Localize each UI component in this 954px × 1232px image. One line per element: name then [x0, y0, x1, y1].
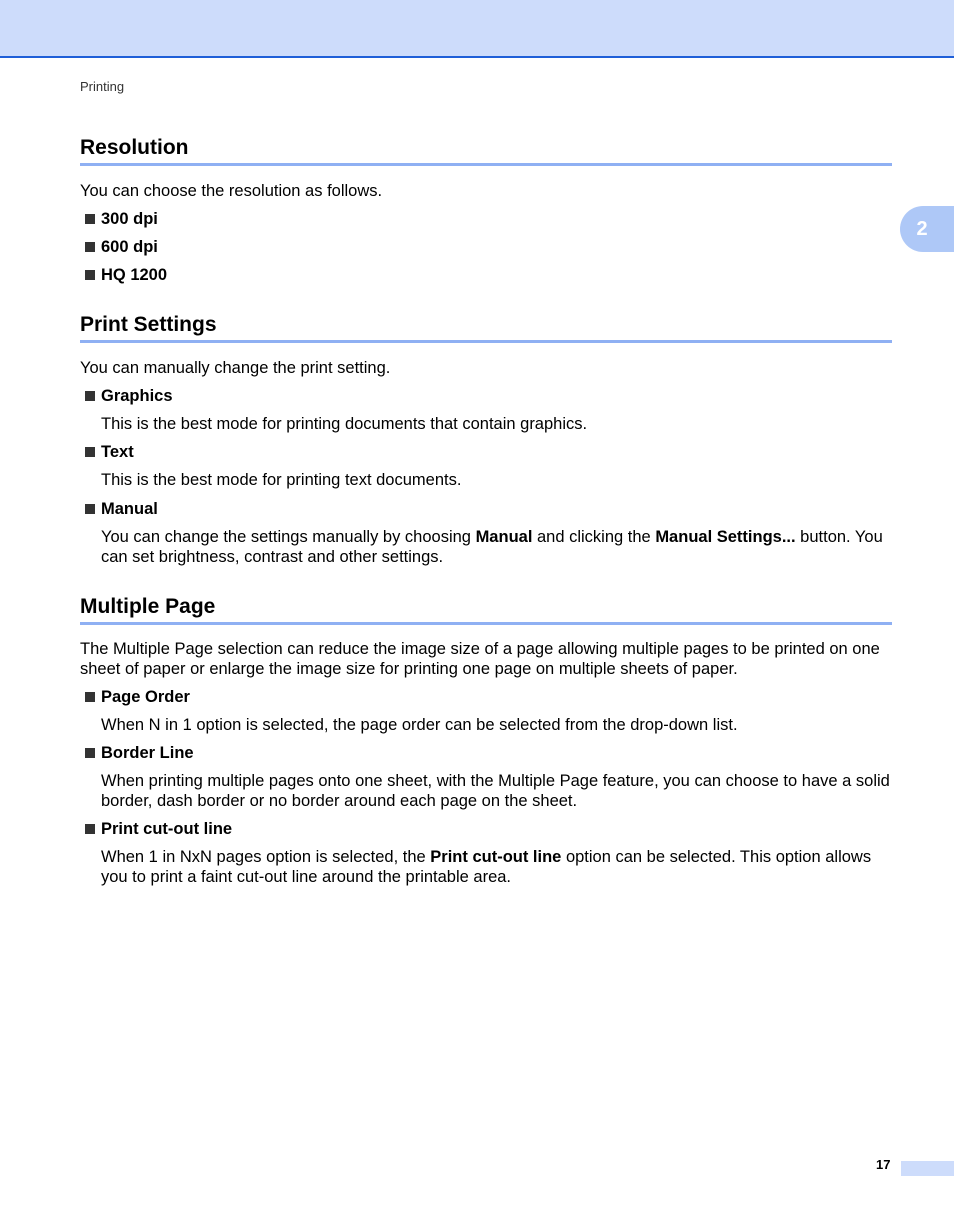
graphics-description: This is the best mode for printing documents that contain graphics. — [101, 415, 588, 433]
manual-description — [80, 527, 892, 567]
text-description: This is the best mode for printing text documents. — [101, 471, 462, 489]
list-item-label: Graphics — [101, 387, 173, 405]
list-item — [80, 687, 892, 707]
page-order-description: When N in 1 option is selected, the page order can be selected from the drop-down list. — [101, 716, 738, 734]
chapter-number: 2 — [916, 217, 928, 240]
border-line-description: When printing multiple pages onto one sheet, with the Multiple Page feature, you can choose to have a solid border, dash border or no border around each page on the sheet. — [101, 772, 890, 810]
list-item — [80, 442, 892, 462]
cutout-desc-part: When 1 in NxN pages option is selected, the — [101, 848, 431, 866]
multiple-page-intro: The Multiple Page selection can reduce the image size of a page allowing multiple pages to be printed on one sheet of paper or enlarge the image size for printing one page on multiple sheets of paper. — [80, 640, 880, 678]
bullet-square-icon — [85, 748, 95, 758]
page-number: 17 — [876, 1157, 891, 1172]
list-item-label: Border Line — [101, 744, 194, 762]
list-item-label: Text — [101, 443, 134, 461]
section-resolution — [80, 135, 892, 285]
list-item-label: Print cut-out line — [101, 820, 233, 838]
section-title-multiple-page: Multiple Page — [80, 594, 892, 625]
bullet-square-icon — [85, 504, 95, 514]
list-item — [80, 237, 892, 257]
cutout-desc-bold: Print cut-out line — [430, 848, 562, 866]
section-print-settings — [80, 312, 892, 567]
footer-band — [901, 1161, 954, 1176]
bullet-square-icon — [85, 391, 95, 401]
bullet-square-icon — [85, 824, 95, 834]
header-band — [0, 0, 954, 58]
list-item-label: Page Order — [101, 688, 190, 706]
bullet-square-icon — [85, 692, 95, 702]
list-item-label: 600 dpi — [101, 238, 158, 256]
print-settings-intro: You can manually change the print setting. — [80, 359, 391, 377]
list-item-label: Manual — [101, 500, 158, 518]
bullet-square-icon — [85, 447, 95, 457]
manual-settings-bold: Manual Settings... — [655, 528, 796, 546]
section-title-resolution: Resolution — [80, 135, 892, 166]
manual-desc-part: You can change the settings manually by choosing — [101, 528, 476, 546]
list-item — [80, 819, 892, 839]
running-head: Printing — [80, 79, 125, 94]
list-item-label: HQ 1200 — [101, 266, 168, 284]
list-item — [80, 499, 892, 519]
section-multiple-page — [80, 594, 892, 887]
cutout-description — [80, 847, 892, 887]
manual-desc-part: button. You can set brightness, contrast and other settings. — [101, 528, 883, 566]
list-item — [80, 743, 892, 763]
bullet-square-icon — [85, 270, 95, 280]
manual-desc-bold: Manual — [475, 528, 533, 546]
cutout-desc-part: option can be selected. This option allows you to print a faint cut-out line around the printable area. — [101, 848, 872, 886]
list-item — [80, 265, 892, 285]
section-title-print-settings: Print Settings — [80, 312, 892, 343]
chapter-tab — [900, 206, 954, 252]
bullet-square-icon — [85, 242, 95, 252]
list-item-label: 300 dpi — [101, 210, 158, 228]
list-item — [80, 386, 892, 406]
resolution-intro: You can choose the resolution as follows. — [80, 182, 383, 200]
bullet-square-icon — [85, 214, 95, 224]
manual-desc-part: and clicking the — [532, 528, 656, 546]
list-item — [80, 209, 892, 229]
